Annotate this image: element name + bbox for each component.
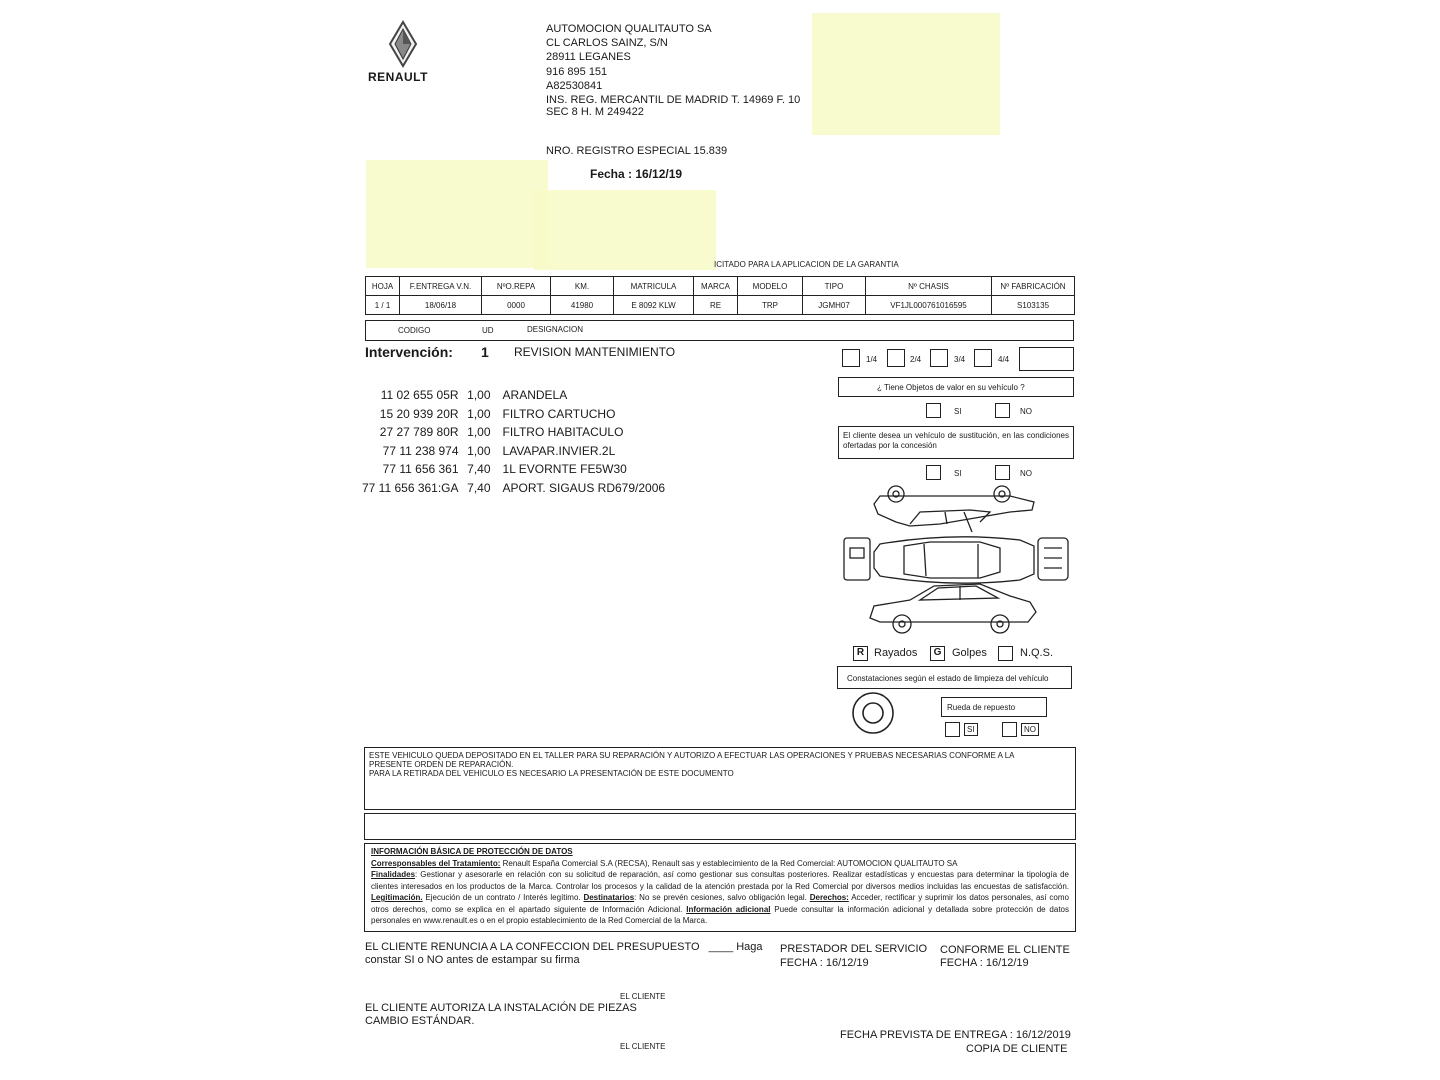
part-code: 27 27 789 80R — [379, 425, 459, 439]
part-qty: 1,00 — [467, 388, 491, 402]
car-damage-diagram[interactable] — [840, 482, 1076, 638]
part-code: 77 11 656 361 — [382, 462, 459, 476]
fuel-label: 2/4 — [910, 355, 922, 364]
substitution-yes-label: SI — [954, 469, 962, 478]
vehicle-table-header-row — [366, 277, 1075, 296]
col-header: F.ENTREGA V.N. — [400, 277, 482, 296]
parts-list — [362, 386, 703, 497]
delivery-date: FECHA PREVISTA DE ENTREGA : 16/12/2019 — [840, 1029, 1071, 1041]
header-designation: DESIGNACION — [527, 325, 584, 334]
client-signature-label-1: EL CLIENTE — [620, 992, 666, 1001]
dest-text: : No se prevén cesiones, salvo obligación legal. — [634, 893, 810, 902]
budget-blank: ____ — [708, 941, 734, 953]
col-header: Nº CHASIS — [866, 277, 992, 296]
table-cell: S103135 — [992, 296, 1075, 315]
substitution-no-checkbox[interactable] — [995, 465, 1010, 480]
col-header: NºO.REPA — [482, 277, 551, 296]
provider-date: FECHA : 16/12/19 — [780, 957, 869, 969]
car-side-view-bottom — [870, 584, 1036, 633]
spare-wheel-label: Rueda de repuesto — [947, 703, 1016, 712]
part-qty: 7,40 — [467, 462, 491, 476]
table-cell: 0000 — [482, 296, 551, 315]
valuables-no-label: NO — [1020, 407, 1032, 416]
scratches-mark: R — [853, 646, 868, 661]
der-label: Derechos: — [809, 893, 849, 902]
budget-text: EL CLIENTE RENUNCIA A LA CONFECCION DEL PRESUPUESTO — [365, 941, 700, 953]
part-desc: FILTRO HABITACULO — [502, 425, 624, 439]
dealer-name: AUTOMOCION QUALITAUTO SA — [546, 23, 712, 35]
add-label: Información adicional — [686, 904, 771, 914]
valuables-yes-checkbox[interactable] — [926, 403, 941, 418]
header-qty: UD — [482, 326, 494, 335]
col-header: KM. — [551, 277, 614, 296]
fin-text: : Gestionar y asesorarle en relación con su solicitud de reparación, así como gestionar sus consultas posteriores. Realizar estadísticas y encuestas para determinar la tipología de clientes interesados en los productos de la Marca. Controlar los procesos y la calidad de la atención prestada por la Red Comercial por diversos medios incluidas las encuestas de satisfacción. — [371, 870, 1069, 891]
leg-label: Legitimación. — [371, 893, 423, 902]
resp-text: Renault España Comercial S.A (RECSA), Renault sas y establecimiento de la Red Comercial: AUTOMOCION QUALITAUTO SA — [500, 858, 958, 868]
parts-authorization-line-2: CAMBIO ESTÁNDAR. — [365, 1015, 475, 1027]
special-registry: NRO. REGISTRO ESPECIAL 15.839 — [546, 145, 728, 157]
dealer-street: CL CARLOS SAINZ, S/N — [546, 37, 668, 49]
fuel-checkbox-4-4[interactable] — [974, 349, 992, 367]
dest-label: Destinatarios — [583, 893, 635, 902]
fuel-label: 4/4 — [998, 355, 1010, 364]
part-desc: 1L EVORNTE FE5W30 — [502, 462, 627, 476]
renault-logo — [378, 20, 428, 68]
table-row — [362, 460, 703, 479]
spare-wheel-box — [941, 697, 1047, 717]
resp-label: Corresponsables del Tratamiento: — [371, 858, 501, 868]
spare-wheel-icon — [850, 690, 896, 736]
valuables-question-box — [838, 377, 1074, 397]
table-cell: TRP — [738, 296, 803, 315]
fuel-checkbox-3-4[interactable] — [930, 349, 948, 367]
fin-label: Finalidades — [371, 870, 416, 879]
valuables-yes-label: SI — [954, 407, 962, 416]
part-desc: APORT. SIGAUS RD679/2006 — [502, 480, 666, 495]
leg-text: Ejecución de un contrato / Interés legítimo. — [422, 893, 584, 902]
fuel-checkbox-2-4[interactable] — [887, 349, 905, 367]
items-header-bar — [365, 320, 1074, 341]
valuables-question: ¿ Tiene Objetos de valor en su vehículo ? — [877, 383, 1025, 392]
substitution-text: El cliente desea un vehículo de sustitución, en las condiciones ofertadas por la concesión — [843, 431, 1069, 450]
parts-authorization-line-1: EL CLIENTE AUTORIZA LA INSTALACIÓN DE PIEZAS — [365, 1002, 637, 1014]
dents-mark: G — [930, 646, 945, 661]
dealer-phone: 916 895 151 — [546, 66, 608, 78]
intervention-desc: REVISION MANTENIMIENTO — [514, 345, 676, 359]
client-sign-label: CONFORME EL CLIENTE — [940, 944, 1070, 956]
table-row — [362, 405, 703, 424]
table-cell: E 8092 KLW — [614, 296, 694, 315]
deposit-line-3: PARA LA RETIRADA DEL VEHICULO ES NECESARIO LA PRESENTACIÓN DE ESTE DOCUMENTO — [369, 769, 734, 778]
fuel-label: 1/4 — [866, 355, 878, 364]
fuel-label: 3/4 — [954, 355, 966, 364]
spare-wheel-yes-label: SI — [964, 723, 978, 736]
table-row — [362, 442, 703, 461]
part-code: 77 11 656 361:GA — [362, 480, 459, 495]
part-code: 11 02 655 05R — [380, 388, 459, 402]
client-sign-date: FECHA : 16/12/19 — [940, 957, 1029, 969]
part-qty: 1,00 — [467, 443, 491, 458]
intervention-label: Intervención: — [365, 344, 453, 360]
budget-line-2: constar SI o NO antes de estampar su firma — [365, 954, 580, 966]
col-header: Nº FABRICACIÓN — [992, 277, 1075, 296]
remarks-box[interactable] — [364, 813, 1076, 840]
part-desc: LAVAPAR.INVIER.2L — [502, 443, 616, 458]
part-code: 15 20 939 20R — [379, 406, 459, 421]
spare-wheel-no-label: NO — [1021, 723, 1039, 736]
cleanliness-note: Constataciones según el estado de limpieza del vehículo — [847, 674, 1049, 683]
redaction-block — [366, 160, 548, 268]
substitution-yes-checkbox[interactable] — [926, 465, 941, 480]
dealer-cif: A82530841 — [546, 80, 603, 92]
vehicle-table-value-row — [366, 296, 1075, 315]
dealer-registry-1: INS. REG. MERCANTIL DE MADRID T. 14969 F. 10 — [546, 94, 801, 106]
budget-haga: Haga — [736, 941, 763, 953]
scratches-label: Rayados — [874, 647, 918, 659]
nqs-label: N.Q.S. — [1020, 647, 1054, 659]
table-row — [362, 479, 703, 498]
header-code: CODIGO — [398, 326, 431, 335]
col-header: MODELO — [738, 277, 803, 296]
data-protection-title-text: INFORMACIÓN BÁSICA DE PROTECCIÓN DE DATOS — [371, 847, 573, 856]
vehicle-table — [365, 276, 1075, 315]
table-cell: RE — [694, 296, 738, 315]
car-side-view-top — [874, 486, 1034, 532]
fuel-notes-box[interactable] — [1019, 347, 1074, 371]
document-date: Fecha : 16/12/19 — [590, 167, 683, 181]
deposit-statement-box — [364, 747, 1076, 810]
substitution-no-label: NO — [1020, 469, 1032, 478]
provider-label: PRESTADOR DEL SERVICIO — [780, 943, 928, 955]
table-row — [362, 386, 703, 405]
deposit-line-1: ESTE VEHICULO QUEDA DEPOSITADO EN EL TALLER PARA SU REPARACIÓN Y AUTORIZO A EFECTUAR LAS OPERACIONES Y PRUEBAS NECESARIAS CONFORME A LA — [369, 751, 1015, 760]
data-protection-box — [364, 843, 1076, 932]
fuel-checkbox-1-4[interactable] — [842, 349, 860, 367]
part-qty: 1,00 — [467, 425, 491, 439]
redaction-block — [534, 190, 716, 270]
add-text: Puede consultar la información adicional y detallada sobre protección de datos personales en www.renault.es o en el propio establecimiento de la Red Comercial de la Marca. — [371, 904, 1069, 925]
spare-wheel-no-checkbox[interactable] — [1002, 722, 1017, 737]
cleanliness-box — [837, 666, 1072, 689]
client-signature-label-2: EL CLIENTE — [620, 1042, 666, 1051]
part-qty: 7,40 — [467, 480, 491, 495]
part-desc: FILTRO CARTUCHO — [502, 406, 616, 421]
spare-wheel-yes-checkbox[interactable] — [945, 722, 960, 737]
data-protection-title — [371, 846, 1069, 858]
col-header: TIPO — [803, 277, 866, 296]
der-text: Acceder, rectificar y suprimir los datos personales, así como otros derechos, como se explica en el apartado siguiente de Información Adicional. — [371, 893, 1069, 914]
col-header: MATRICULA — [614, 277, 694, 296]
dealer-city: 28911 LEGANES — [546, 51, 631, 63]
brand-name: RENAULT — [368, 70, 428, 84]
table-cell: 41980 — [551, 296, 614, 315]
deposit-line-2: PRESENTE ORDEN DE REPARACIÓN. — [369, 760, 514, 769]
fuel-level — [840, 347, 1074, 371]
part-code: 77 11 238 974 — [382, 443, 459, 458]
col-header: HOJA — [366, 277, 400, 296]
part-qty: 1,00 — [467, 406, 491, 421]
part-desc: ARANDELA — [502, 388, 568, 402]
redaction-block — [812, 13, 1000, 135]
dealer-registry-2: SEC 8 H. M 249422 — [546, 106, 644, 118]
data-protection-body — [371, 858, 1069, 927]
table-cell: 1 / 1 — [366, 296, 400, 315]
dents-label: Golpes — [952, 647, 987, 659]
valuables-no-checkbox[interactable] — [995, 403, 1010, 418]
table-cell: VF1JL000761016595 — [866, 296, 992, 315]
copy-label: COPIA DE CLIENTE — [966, 1043, 1068, 1055]
intervention-number: 1 — [481, 344, 489, 360]
col-header: MARCA — [694, 277, 738, 296]
car-top-view — [844, 537, 1068, 583]
nqs-checkbox[interactable] — [998, 646, 1013, 661]
budget-line-1 — [365, 940, 762, 954]
table-cell: 18/06/18 — [400, 296, 482, 315]
table-cell: JGMH07 — [803, 296, 866, 315]
warranty-note: ICITADO PARA LA APLICACION DE LA GARANTIA — [714, 260, 899, 269]
substitution-box — [838, 426, 1074, 459]
table-row — [362, 423, 703, 442]
